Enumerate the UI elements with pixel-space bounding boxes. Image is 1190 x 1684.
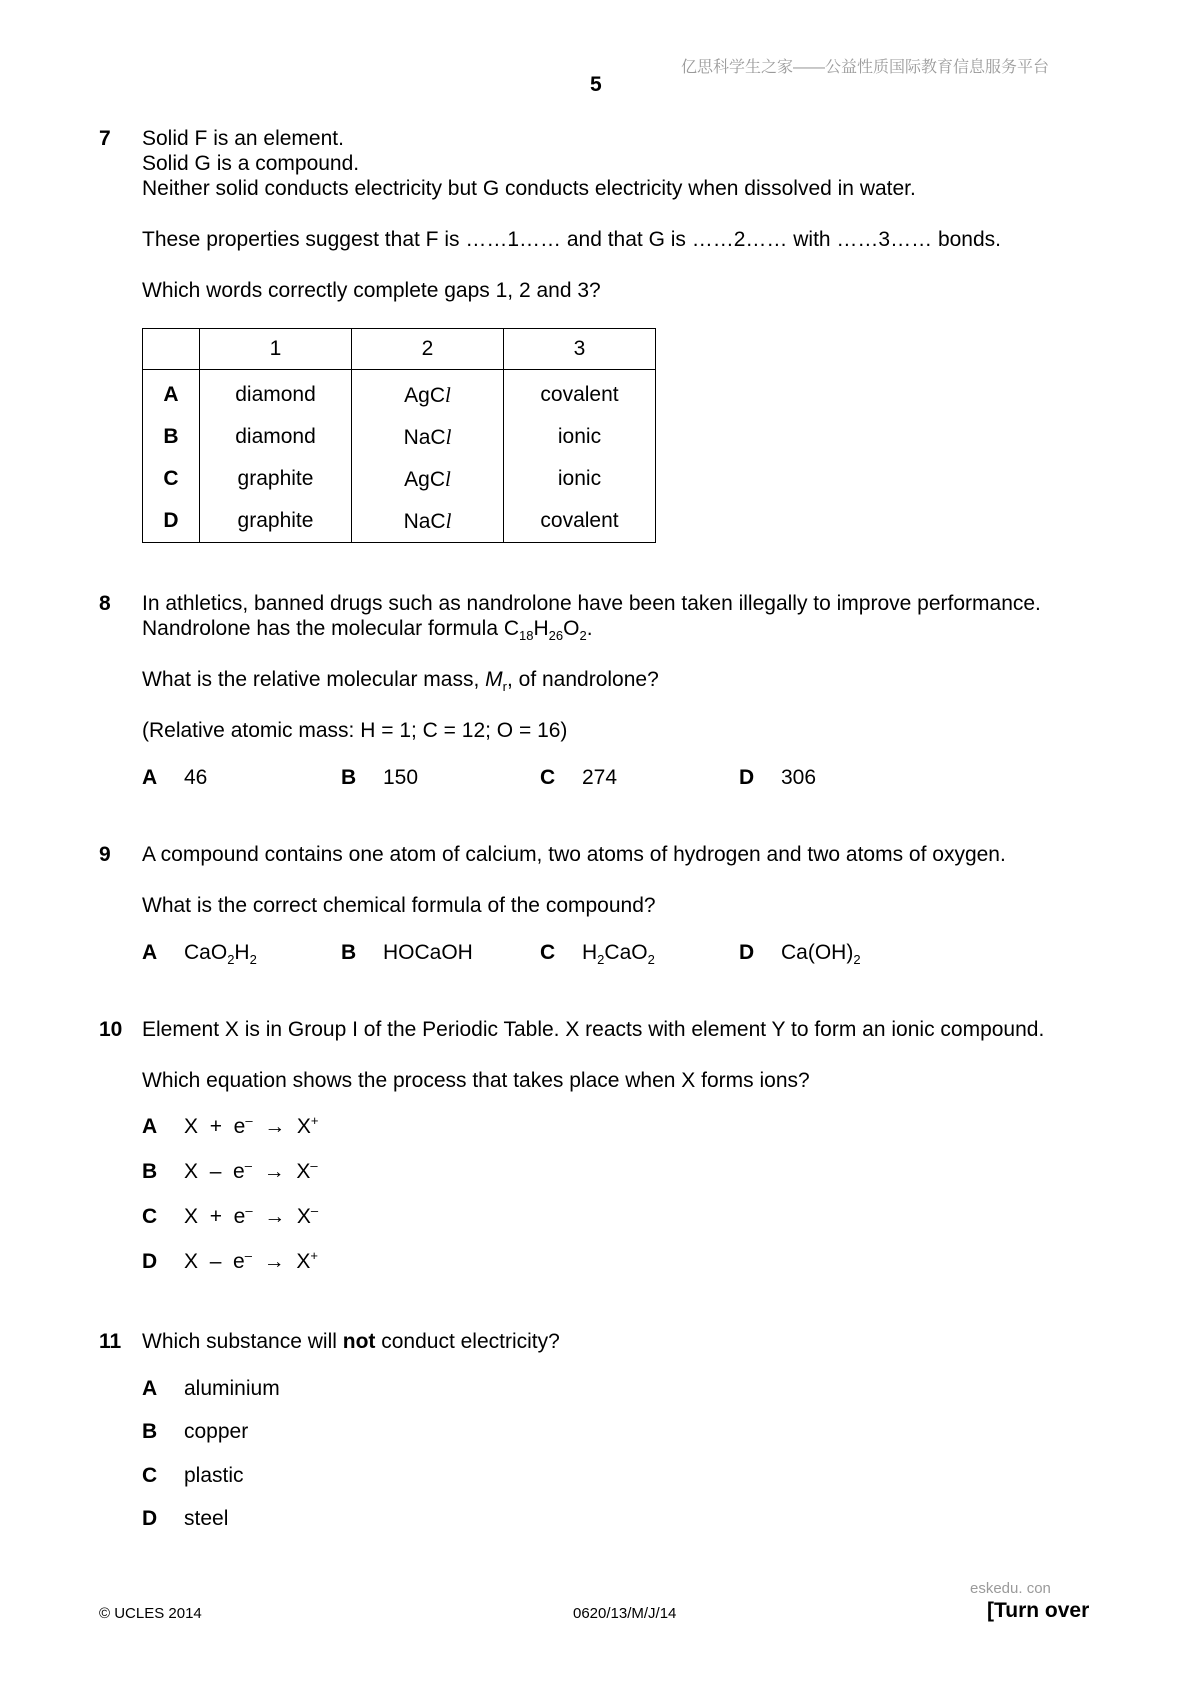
mr-symbol: M	[485, 668, 503, 691]
option-letter: B	[341, 941, 357, 964]
q7-line-1: Solid F is an element.	[142, 127, 344, 150]
table-row	[143, 416, 656, 458]
option-letter: C	[540, 766, 556, 789]
option-text: copper	[184, 1420, 249, 1443]
eq-term: X	[184, 1205, 199, 1228]
eq-operator: –	[209, 1250, 222, 1273]
table-cell: diamond	[200, 416, 352, 458]
eq-term: X	[184, 1160, 199, 1183]
q7-line-3: Neither solid conducts electricity but G conducts electricity when dissolved in water.	[142, 177, 916, 200]
formula-text: CaO	[184, 941, 228, 964]
subscript: 2	[647, 952, 655, 968]
formula-italic-l: l	[445, 508, 452, 533]
watermark-bottom: eskedu. con	[970, 1580, 1051, 1597]
subscript: 2	[579, 628, 587, 644]
equation	[184, 1114, 319, 1140]
charge: +	[310, 1113, 319, 1128]
footer-copyright: © UCLES 2014	[99, 1605, 202, 1622]
option-text: aluminium	[184, 1377, 280, 1400]
option-letter: A	[142, 1377, 158, 1400]
reaction-arrow: →	[263, 1160, 285, 1183]
q9-question: What is the correct chemical formula of the compound?	[142, 894, 656, 917]
q7-number: 7	[99, 127, 111, 150]
option-text: 46	[184, 766, 208, 789]
equation	[184, 1204, 318, 1230]
table-header-cell: 3	[504, 329, 656, 370]
option-letter: B	[143, 416, 200, 458]
formula-text: NaC	[403, 425, 446, 449]
option-letter: B	[142, 1420, 158, 1443]
equation	[184, 1159, 318, 1185]
formula-text: NaC	[403, 509, 446, 533]
option-letter: B	[142, 1160, 158, 1183]
charge: –	[244, 1248, 252, 1263]
option-letter: C	[142, 1464, 158, 1487]
eq-term: X	[296, 1160, 311, 1183]
q9-line-1: A compound contains one atom of calcium, two atoms of hydrogen and two atoms of oxygen.	[142, 843, 1006, 866]
option-text: steel	[184, 1507, 229, 1530]
q10-number: 10	[99, 1018, 123, 1041]
formula-text: AgC	[404, 383, 445, 407]
table-row	[143, 500, 656, 543]
q7-statement: These properties suggest that F is ……1…… and that G is ……2…… with ……3…… bonds.	[142, 228, 1002, 251]
option-letter: A	[142, 1115, 158, 1138]
eq-term: X	[296, 1115, 311, 1138]
table-cell	[352, 416, 504, 458]
charge: –	[244, 1158, 252, 1173]
table-cell: graphite	[200, 500, 352, 543]
charge: –	[245, 1203, 253, 1218]
q8-formula-text: Nandrolone has the molecular formula C	[142, 617, 520, 640]
option-letter: D	[739, 766, 755, 789]
subscript: 2	[853, 952, 861, 968]
eq-term: X	[296, 1250, 311, 1273]
q7-line-2: Solid G is a compound.	[142, 152, 360, 175]
q8-question-text: , of nandrolone?	[506, 668, 659, 691]
eq-term: X	[184, 1115, 199, 1138]
option-letter: C	[143, 458, 200, 500]
option-text	[781, 940, 861, 966]
formula-italic-l: l	[445, 382, 451, 407]
q8-data: (Relative atomic mass: H = 1; C = 12; O = 16)	[142, 719, 568, 742]
table-cell: covalent	[504, 370, 656, 417]
formula-italic-l: l	[445, 466, 451, 491]
table-header-row	[143, 329, 656, 370]
eq-operator: +	[209, 1205, 222, 1228]
reaction-arrow: →	[264, 1205, 286, 1228]
formula-italic-l: l	[445, 424, 452, 449]
charge: –	[310, 1203, 319, 1218]
option-letter: B	[341, 766, 357, 789]
option-text: plastic	[184, 1464, 244, 1487]
table-row	[143, 458, 656, 500]
subscript: 18	[519, 628, 534, 644]
option-letter: C	[142, 1205, 158, 1228]
q11-question-text: conduct electricity?	[375, 1330, 560, 1353]
option-letter: D	[142, 1507, 158, 1530]
eq-term: e	[233, 1115, 246, 1138]
q8-line-1: In athletics, banned drugs such as nandrolone have been taken illegally to improve performance.	[142, 592, 1041, 615]
formula-text: Ca(OH)	[781, 941, 854, 964]
footer-code: 0620/13/M/J/14	[573, 1605, 677, 1622]
option-text	[184, 940, 257, 966]
option-letter: D	[142, 1250, 158, 1273]
eq-operator: –	[209, 1160, 222, 1183]
q8-line-2	[142, 616, 593, 642]
option-letter: D	[143, 500, 200, 543]
eq-term: X	[184, 1250, 199, 1273]
q11-question-emphasis: not	[342, 1330, 376, 1353]
q8-formula-text: O	[563, 617, 580, 640]
subscript: 26	[548, 628, 564, 644]
q8-question-text: What is the relative molecular mass,	[142, 668, 486, 691]
q8-formula-text: H	[533, 617, 549, 640]
q9-number: 9	[99, 843, 111, 866]
q10-line-1: Element X is in Group I of the Periodic Table. X reacts with element Y to form an ionic compound.	[142, 1018, 1045, 1041]
watermark-top: 亿思科学生之家——公益性质国际教育信息服务平台	[681, 59, 1050, 76]
table-cell	[352, 500, 504, 543]
reaction-arrow: →	[264, 1115, 286, 1138]
table-cell	[352, 458, 504, 500]
table-cell: ionic	[504, 416, 656, 458]
q11-question	[142, 1329, 560, 1355]
q7-answer-table	[142, 328, 656, 543]
formula-text: CaO	[604, 941, 648, 964]
table-header-cell: 2	[352, 329, 504, 370]
q7-question: Which words correctly complete gaps 1, 2 and 3?	[142, 279, 601, 302]
formula-text: AgC	[404, 467, 445, 491]
subscript: 2	[227, 952, 235, 968]
table-cell: diamond	[200, 370, 352, 417]
formula-text: H	[582, 941, 598, 964]
table-cell	[352, 370, 504, 417]
eq-term: e	[233, 1205, 246, 1228]
eq-term: e	[233, 1250, 245, 1273]
equation	[184, 1249, 318, 1275]
table-row	[143, 370, 656, 417]
q8-question	[142, 667, 659, 693]
q8-formula-text: .	[586, 617, 593, 640]
q10-question: Which equation shows the process that takes place when X forms ions?	[142, 1069, 810, 1092]
eq-term: X	[296, 1205, 311, 1228]
option-text: 274	[582, 766, 618, 789]
q8-number: 8	[99, 592, 111, 615]
table-cell: ionic	[504, 458, 656, 500]
formula-text: H	[234, 941, 250, 964]
option-letter: D	[739, 941, 755, 964]
table-header-cell	[143, 329, 200, 370]
table-cell: graphite	[200, 458, 352, 500]
option-letter: C	[540, 941, 556, 964]
charge: –	[245, 1113, 253, 1128]
eq-operator: +	[209, 1115, 222, 1138]
q11-question-text: Which substance will	[142, 1330, 343, 1353]
option-text	[582, 940, 655, 966]
reaction-arrow: →	[263, 1250, 285, 1273]
option-letter: A	[142, 941, 158, 964]
charge: +	[310, 1248, 318, 1263]
turn-over: [Turn over	[987, 1599, 1090, 1622]
page-number: 5	[590, 73, 602, 96]
subscript: 2	[249, 952, 257, 968]
charge: –	[310, 1158, 318, 1173]
eq-term: e	[233, 1160, 245, 1183]
subscript: r	[502, 679, 507, 695]
table-header-cell: 1	[200, 329, 352, 370]
option-letter: A	[142, 766, 158, 789]
option-text: 150	[383, 766, 419, 789]
option-text: 306	[781, 766, 817, 789]
table-cell: covalent	[504, 500, 656, 543]
option-text: HOCaOH	[383, 941, 473, 964]
subscript: 2	[597, 952, 605, 968]
q11-number: 11	[99, 1330, 122, 1353]
option-letter: A	[143, 370, 200, 417]
